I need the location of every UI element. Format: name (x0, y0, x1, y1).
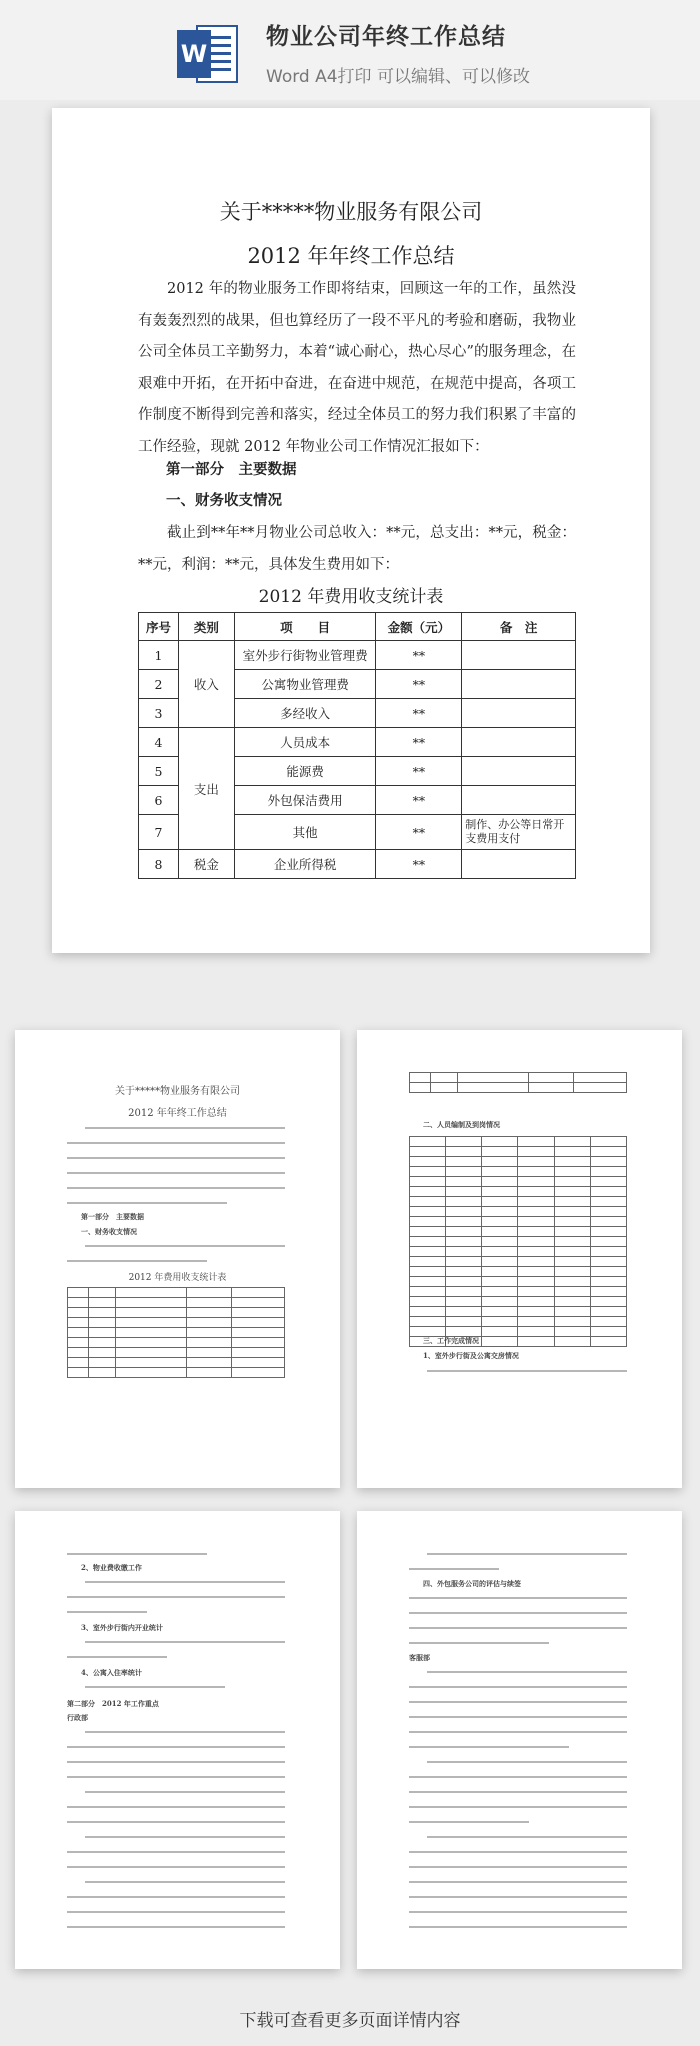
table-row: 4 支出 人员成本 ** (139, 728, 576, 757)
document-subtitle: Word A4打印 可以编辑、可以修改 (266, 67, 530, 87)
table-row: 8 税金 企业所得税 ** (139, 850, 576, 879)
fee-table-title: 2012 年费用收支统计表 (258, 587, 444, 607)
category-income: 收入 (178, 641, 234, 728)
header-banner (0, 0, 700, 100)
thumbnail-page-4[interactable]: 四、外包服务公司的评估与续签 客服部 (357, 1511, 682, 1969)
main-page-preview (52, 108, 650, 953)
thumbnail-page-1[interactable]: 关于*****物业服务有限公司 2012 年年终工作总结 第一部分 主要数据 一、财务收支情况 2012 年费用收支统计表 (15, 1030, 340, 1488)
doc-title-line2: 2012 年年终工作总结 (247, 244, 455, 268)
table-row: 7 其他 ** 制作、办公等日常开支费用支付 (139, 815, 576, 850)
finance-paragraph: 截止到**年**月物业公司总收入：**元，总支出：**元，税金：**元，利润：**元，具体发生费用如下： (138, 525, 576, 573)
table-row: 1 收入 室外步行街物业管理费 ** (139, 641, 576, 670)
table-row: 2 公寓物业管理费 ** (139, 670, 576, 699)
download-more-pages-link[interactable]: 下载可查看更多页面详情内容 (239, 2011, 461, 2031)
thumbnail-page-3[interactable]: 2、物业费收缴工作 3、室外步行街内开业统计 4、公寓入住率统计 第二部分 2012 年工作重点 行政部 (15, 1511, 340, 1969)
part1-heading: 第一部分 主要数据 (166, 461, 297, 478)
table-row: 6 外包保洁费用 ** (139, 786, 576, 815)
table-row: 3 多经收入 ** (139, 699, 576, 728)
document-title: 物业公司年终工作总结 (266, 24, 506, 50)
intro-paragraph: 2012 年的物业服务工作即将结束，回顾这一年的工作，虽然没有轰轰烈烈的战果，但也算经历了一段不平凡的考验和磨砺，我物业公司全体员工辛勤努力，本着“诚心耐心，热心尽心”的服务理念，在艰难中开拓，在开拓中奋进，在奋进中规范，在规范中提高，各项工作制度不断得到完善和落实，经过全体员工的努力我们积累了丰富的工作经验，现就 2012 年物业公司工作情况汇报如下： (138, 281, 576, 455)
svg-text:W: W (180, 40, 208, 68)
category-expense: 支出 (178, 728, 234, 850)
doc-title-line1: 关于*****物业服务有限公司 (219, 200, 483, 224)
word-document-icon (175, 20, 240, 88)
fee-table (138, 612, 576, 879)
category-tax: 税金 (178, 850, 234, 879)
table-row: 5 能源费 ** (139, 757, 576, 786)
finance-subheading: 一、财务收支情况 (166, 492, 282, 509)
fee-table-header: 序号 类别 项 目 金额（元） 备 注 (139, 613, 576, 641)
thumbnail-page-2[interactable]: 二、人员编制及到岗情况 三、工作完成情况 1、室外步行街及公寓交房情况 (357, 1030, 682, 1488)
